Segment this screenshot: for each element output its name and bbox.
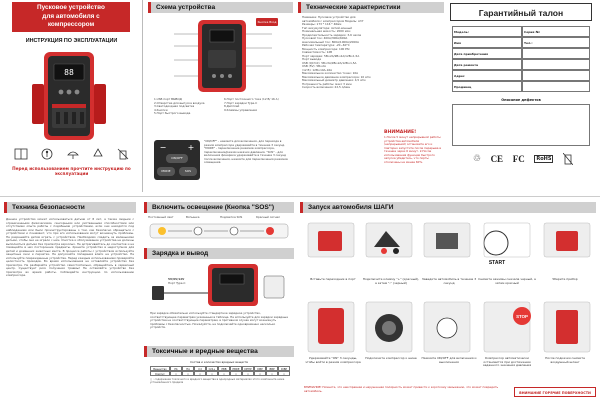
warranty-field-value <box>522 59 590 70</box>
spec-line: USB (QC3.0): 5В⎓3А/9В⎓2А/12В⎓1,5А <box>302 60 357 65</box>
warranty-field-value <box>522 70 590 81</box>
step-caption: Уберите прибор <box>552 277 578 281</box>
charging-title: Зарядка и вывод <box>152 250 209 257</box>
cover-panel <box>0 0 143 192</box>
scheme-badge: Кнопка Вход <box>257 20 277 24</box>
warranty-field-label: Адрес <box>452 70 522 81</box>
spec-line: Погрешность работы: макс 3 мин <box>302 81 352 86</box>
spec-line: максимальный ток: 800А/1000А/2000А <box>302 39 359 44</box>
safety-header <box>4 202 136 213</box>
warranty-field-value <box>522 81 590 92</box>
toxic-cell: ○ <box>194 371 206 376</box>
warranty-field-label: Дата приобретения <box>452 48 522 59</box>
svg-text:88: 88 <box>64 68 74 77</box>
step-caption: Подключите компрессор к шине <box>365 356 417 360</box>
toxic-cell: BBP <box>266 366 278 371</box>
scheme-label: 4.Кнопки <box>154 107 168 112</box>
attention-text: 1.После 5 минут непрерывной работы устройства автомобиля (непрерывной) остановите его и повторно запустите после перерыва в течение через 6 минут. 2.После использования функции быстрого запуска убедитесь, что порты отключены не менее 60%. <box>384 136 442 164</box>
cover-title-block <box>12 2 130 32</box>
plus-button: + <box>187 143 195 152</box>
device-image <box>30 50 112 142</box>
spec-line: Скорость включения: 22,5 л/мин <box>302 85 351 89</box>
light-modes <box>148 216 290 244</box>
specs-title: Технические характеристики <box>306 4 401 11</box>
light-mode-label: Красный сигнал <box>256 215 280 219</box>
sos-button: SOS <box>179 167 197 176</box>
spec-line: Продолжительность зарядки: 3-6 часов <box>302 32 362 37</box>
cover-title-line1: Пусковое устройство <box>37 4 105 11</box>
scheme-labels-right <box>224 98 290 112</box>
cover-title-line2: для автомобиля с <box>42 12 100 20</box>
cover-warning: Перед использованием прочтите инструкцию по эксплуатации <box>12 166 131 177</box>
charging-port-label2: Порт Type-C <box>168 281 186 285</box>
toxic-cell: DEHP <box>242 366 254 371</box>
device-diagram <box>168 16 278 96</box>
cover-icons-row <box>14 146 129 162</box>
spec-line: Название: Пусковое устройство для <box>302 15 356 19</box>
warranty-field-label: Продавец <box>452 81 522 92</box>
spec-line: Максимальное количество точек: 10А <box>302 71 359 75</box>
scheme-label: 3.Светодиодная подсветка <box>154 104 195 108</box>
warranty-field-label: Модель: <box>452 26 522 37</box>
startup-row1 <box>304 217 596 277</box>
startup-row2 <box>304 298 596 356</box>
spec-line: Мощность компрессора: 100 PSI <box>302 46 350 51</box>
minus-button: − <box>159 143 167 152</box>
toxic-cell: Hg <box>182 366 194 371</box>
button-panel <box>154 140 200 180</box>
spec-line: Тип аккумулятора: литий-ионный <box>302 25 352 30</box>
step-caption: Компрессор автоматически остановится при достижении заданного значения давления <box>482 356 532 368</box>
toxic-title: Токсичные и вредные вещества <box>152 348 258 355</box>
scheme-label: 1.USB порт ВЫВОД <box>154 97 182 101</box>
warranty-row <box>452 37 590 48</box>
charging-header <box>144 248 294 259</box>
toxic-cell: Корпус <box>150 371 170 376</box>
light-mode-label: Подсветка SOS <box>220 215 243 219</box>
scheme-label: 8.Дисплей <box>224 104 240 108</box>
warranty-row <box>452 59 590 70</box>
light-mode-label: Вспышка <box>186 215 200 219</box>
scheme-desc: "ON/OFF" - нажмите для включения, для перехода в режим компрессора удерживайте в течение 3 секунд. "MODE" - переключение режимов компрессора, переключение/режим накачки давления. "SOS" - для включения фонарика удерживайте в течение 3 секунд после включения, нажмите для переключения режимов освещения. <box>204 140 288 164</box>
waste-bin-icon <box>117 148 129 160</box>
cover-subtitle: ИНСТРУКЦИЯ ПО ЭКСПЛУАТАЦИИ <box>25 38 118 44</box>
defects-label: Описание дефектов <box>501 98 541 102</box>
specs-panel <box>298 0 444 192</box>
mode-button: MODE <box>157 167 175 176</box>
step-caption: Нажмите ON/OFF для включения и выключения <box>421 356 477 364</box>
toxic-header <box>144 346 294 357</box>
charging-diagram <box>148 262 290 310</box>
toxic-cell: ○ <box>206 371 218 376</box>
spec-line: (12 В): 12В⎓10А-16А <box>302 67 333 72</box>
light-mode-label: Постоянный свет <box>148 215 174 219</box>
startup-footnote: ВНИМАНИЕ! Помните, что неисправная и нарушенная полярность может привести к короткому замыканию, что может повредить автомобиль. <box>304 385 499 393</box>
step-caption: После подкачки снимите воздушный шланг <box>545 356 585 364</box>
toxic-data-row <box>150 371 290 376</box>
warranty-row <box>452 70 590 81</box>
spec-line: автомобиля с компрессором Модель: А37 <box>302 18 364 23</box>
warranty-row <box>452 48 590 59</box>
warranty-form <box>452 26 590 92</box>
toxic-cell: DBP <box>254 366 266 371</box>
toxic-cell: ○ <box>266 371 278 376</box>
startup-row1-captions <box>304 278 596 285</box>
hot-surface-box: ВНИМАНИЕ ГОРЯЧИЕ ПОВЕРХНОСТИ <box>514 387 596 397</box>
step-caption: Снимите зажимы сначала черный, а затем красный <box>478 277 536 285</box>
stop-badge: STOP <box>516 314 528 319</box>
warranty-field-value <box>522 48 590 59</box>
defects-box <box>452 104 590 146</box>
spec-line: Размеры: 173 * 116 * 46мм <box>302 22 342 26</box>
recycle-icon: ♲ <box>472 154 481 164</box>
spec-line: Совместимость: 12В <box>302 50 333 54</box>
spec-line: Максимальное давление компрессора: 10 атм <box>302 74 371 79</box>
toxic-cell: ○ <box>218 371 230 376</box>
toxic-cell: ○ <box>242 371 254 376</box>
light-title: Включить освещение (Кнопка "SOS") <box>152 204 275 211</box>
scheme-labels-left <box>154 98 220 116</box>
toxic-cell: PBDE <box>230 366 242 371</box>
fcc-mark-icon: FC <box>512 154 525 164</box>
scheme-label: 2.Отверстие для выпуска воздуха <box>154 100 205 105</box>
scheme-title: Схема устройства <box>156 4 216 11</box>
warranty-row <box>452 81 590 92</box>
spec-line: Порт зарядки: 5В⎓2А/9В⎓2А/12В⎓1,5А <box>302 53 360 58</box>
toxic-note: ○ : содержание токсичного и вредного вещества в однородных материалах этого компонента ниже установленного предела <box>150 378 285 385</box>
safety-panel <box>0 200 140 400</box>
toxic-caption: Состав и количество вредных веществ <box>190 360 248 364</box>
keep-dry-icon <box>67 148 79 160</box>
charging-port-label: 5V/9V/12V <box>168 277 185 281</box>
recycle-icon <box>92 148 104 160</box>
no-children-icon <box>41 148 53 160</box>
attention-title: ВНИМАНИЕ! <box>384 130 417 135</box>
toxic-cell: ○ <box>278 371 290 376</box>
spec-line: Максимальный диаметр давления: 4,5 атм <box>302 78 366 82</box>
cover-title-line3: компрессором <box>47 21 95 29</box>
cert-icons <box>468 152 578 166</box>
specs-list <box>302 16 384 90</box>
middle-panel <box>144 200 294 400</box>
toxic-cell: Cr6+ <box>206 366 218 371</box>
warranty-field-label: Дата ремонта <box>452 59 522 70</box>
toxic-cell: Pb <box>170 366 182 371</box>
specs-attention <box>384 130 442 192</box>
scheme-panel <box>148 0 293 192</box>
warranty-panel <box>448 0 600 192</box>
spec-line: USB (5V): 5В⎓2А <box>302 64 326 68</box>
warranty-row <box>452 26 590 37</box>
toxic-cell: ○ <box>230 371 242 376</box>
spec-line: Номинальная емкость: 2000 мАч <box>302 29 351 33</box>
rohs-icon: RoHS <box>536 156 552 162</box>
startup-title: Запуск автомобиля ШАГИ <box>308 204 394 211</box>
warranty-field-label: Имя <box>452 37 522 48</box>
toxic-cell: ○ <box>254 371 266 376</box>
startup-panel <box>300 200 600 400</box>
startup-row2-captions <box>304 357 596 368</box>
ce-mark-icon: CE <box>490 154 504 164</box>
scheme-label: 6.Порт постоянного тока (12 В/ 16 А) <box>224 97 279 101</box>
step-caption: Заведите автомобиль в течение 3 секунд <box>421 277 477 285</box>
warranty-field-value: Тел.: <box>522 37 590 48</box>
waste-bin-icon <box>563 153 573 165</box>
manual-book-icon <box>14 148 28 160</box>
spec-line: Рабочая температура: -20~60°С <box>302 43 350 47</box>
specs-header <box>298 2 444 13</box>
fold-divider <box>0 196 600 197</box>
scheme-label: 5.Порт быстрого вывода <box>154 111 191 115</box>
toxic-cell: ○ <box>182 371 194 376</box>
toxic-cell: Cd <box>194 366 206 371</box>
scheme-label: 9.Клеммы управления <box>224 107 257 112</box>
toxic-cell: Вещество <box>150 366 170 371</box>
step-caption: Вставьте переходник в порт <box>310 277 356 281</box>
toxic-cell: PBB <box>218 366 230 371</box>
step-caption: Удерживайте "ON" 3 секунды, чтобы войти в режим компрессора <box>305 356 361 364</box>
start-badge: START <box>488 260 506 266</box>
light-header <box>144 202 294 213</box>
toxic-table <box>150 366 290 376</box>
scheme-label: 7.Порт зарядки Type-C <box>224 100 258 105</box>
spec-line: Пусковой ток: 400А/300А/600А <box>302 36 348 40</box>
toxic-cell: DIBP <box>278 366 290 371</box>
step-caption: Подключите клемму "+" (красный), а затем "-" (черный) <box>362 277 420 285</box>
warranty-field-value: Серия №: <box>522 26 590 37</box>
scheme-header <box>148 2 293 13</box>
onoff-button: ON/OFF <box>166 154 188 163</box>
warranty-title-box: Гарантийный талон <box>450 3 592 21</box>
startup-header <box>300 202 596 213</box>
safety-text: Данное устройство может использоваться детьми от 8 лет, а также людьми с ограниченными физическими, сенсорными или умственными способностями или отсутствием опыта работы с подобными устройствами, если они находятся под наблюдением или были проинструктированы о том, как безопасно обращаться с устройством и понимают, что при его использовании могут возникнуть проблемы. Не разрешайте детям играть с устройством. Необходимо следить за маленькими детьми, чтобы они не играли с ним. Очистка и обслуживание устройства не должны выполняться детьми без присмотра взрослых. Не дотрагивайтесь до контактов и не помещайте в них посторонние предметы. Храните устройство в недоступном для детей и домашних животных месте. В процессе работы с устройством используйте защитные очки и перчатки. Не допускайте попадания влаги на устройство. Не используйте поврежденные устройства. Перед каждым использованием проверяйте целостность проводов. Во время использования не оставляйте устройство без присмотра. Не разбирайте устройство самостоятельно, обращайтесь в сервисный центр. Существует риск получения травмы! Не оставляйте устройство без присмотра во время работы. Соблюдайте инструкцию по использованию компрессора. <box>6 218 134 277</box>
charging-text: При зарядке обязательно используйте стандартное зарядное устройство, соответствующее параметрам указанным в таблице. Не используйте для зарядки зарядные устройства не соответствующие параметрам, в противном случае могут возникнуть проблемы с безопасностью. Пожалуйста, не подключайте одновременно несколько устройств. <box>150 312 288 329</box>
spec-line: Порт вывода <box>302 57 321 61</box>
toxic-cell: ○ <box>170 371 182 376</box>
safety-title: Техника безопасности <box>12 204 85 211</box>
